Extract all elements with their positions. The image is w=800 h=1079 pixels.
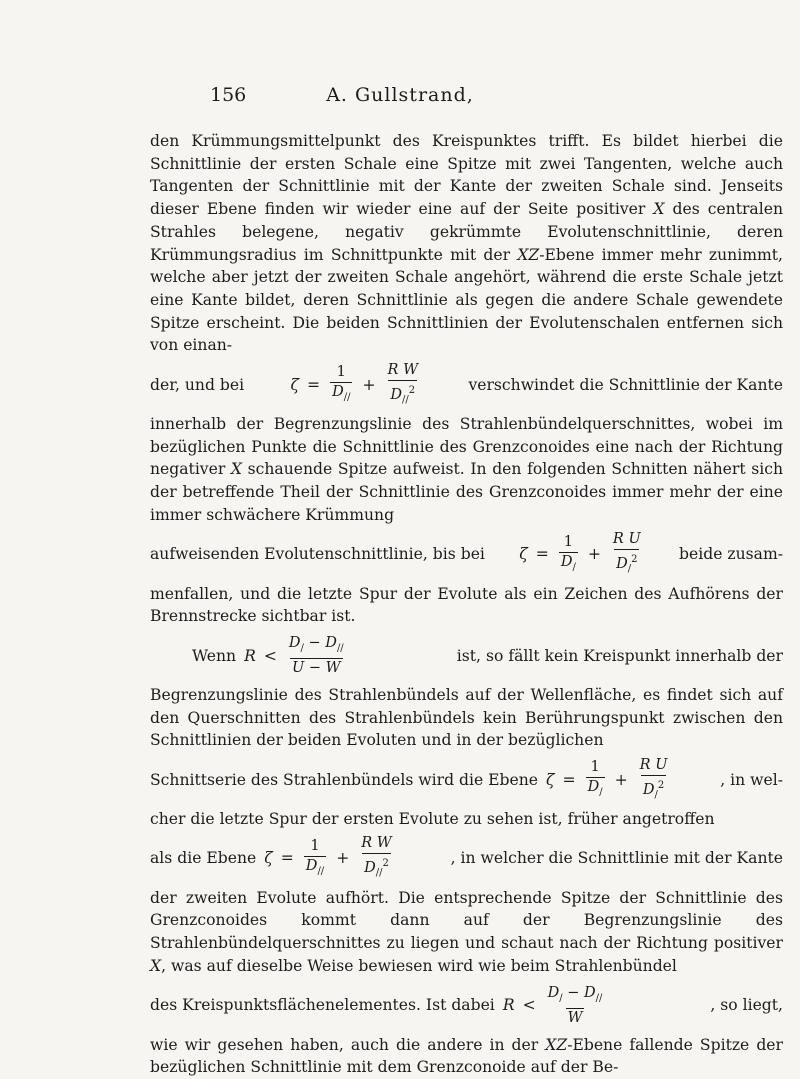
formula-r-less-w: R < $\frac{D_/ - D_{//}}{W}$	[502, 984, 603, 1026]
math-line-5: als die Ebene ζ = $\frac{1}{D_{//}}$ + $\frac{\text{R W}}{D_{//}^2}$ , in welcher die Schnittlinie mit der Kante	[150, 831, 783, 887]
paragraph-4: Begrenzungslinie des Strahlenbündels auf der Wellenfläche, es findet sich auf den Querschnitten des Strahlenbündels kein Berührungspunkt zwischen den Schnittlinien der beiden Evoluten und in der bezüglichen	[150, 685, 783, 750]
formula-zeta-w-2: ζ = $\frac{1}{D_{//}}$ + $\frac{\text{R W}}{D_{//}^2}$	[264, 834, 395, 883]
paragraph-5: cher die letzte Spur der ersten Evolute zu sehen ist, früher angetroffen	[150, 810, 715, 829]
formula-zeta-u-2: ζ = $\frac{1}{D_/}$ + $\frac{\text{R U}}{D_/^2}$	[546, 756, 671, 805]
paragraph-6: der zweiten Evolute aufhört. Die entsprechende Spitze der Schnittlinie des Grenzconoides kommt dann auf der Begrenzungslinie des Strahlenbündelquerschnittes zu liegen und schaut nach der Richtung positiver X, was auf dieselbe Weise bewiesen wird wie beim Strahlenbündel	[150, 888, 783, 975]
formula-r-less-u-w: R < $\frac{D_/ - D_{//}}{U - W}$	[244, 635, 344, 676]
math-line-4: Schnittserie des Strahlenbündels wird die Ebene ζ = $\frac{1}{D_/}$ + $\frac{\text{R U}}{D_/^2}$ , in wel-	[150, 752, 783, 808]
paragraph-1: den Krümmungsmittelpunkt des Kreispunktes trifft. Es bildet hierbei die Schnittlinie der ersten Schale eine Spitze mit zwei Tangenten, welche auch Tangenten der Schnittlinie mit der Kante der zweiten Schale sind. Jenseits dieser Ebene finden wir wieder eine auf der Seite positiver X des centralen Strahles belegene, negativ gekrümmte Evolutenschnittlinie, deren Krümmungsradius im Schnittpunkte mit der XZ-Ebene immer mehr zunimmt, welche aber jetzt der zweiten Schale angehört, während die erste Schale jetzt eine Kante bildet, deren Schnittlinie als gegen die andere Schale gewendete Spitze erscheint. Die beiden Schnittlinien der Evolutenschalen entfernen sich von einan-	[150, 132, 783, 355]
running-head: A. Gullstrand,	[326, 84, 474, 106]
formula-zeta-u: ζ = $\frac{1}{D_/}$ + $\frac{\text{R U}}{D_/^2}$	[519, 530, 644, 579]
paragraph-7: wie wir gesehen haben, auch die andere in der XZ-Ebene fallende Spitze der bezüglichen Schnittlinie mit dem Grenzconoide auf der Be-	[150, 1035, 783, 1077]
math-line-1: der, und bei ζ = $\frac{1}{D_{//}}$ + $\frac{\text{R W}}{D_{//}^2}$ verschwindet die Schnittlinie der Kante	[150, 357, 783, 413]
page-number: 156	[210, 84, 247, 106]
math-line-3: Wenn R < $\frac{D_/ - D_{//}}{U - W}$ ist, so fällt kein Kreispunkt innerhalb der	[192, 635, 783, 676]
math-line-6: des Kreispunktsflächenelementes. Ist dabei R < $\frac{D_/ - D_{//}}{W}$ , so liegt,	[150, 984, 783, 1026]
body-text	[150, 130, 783, 1079]
paragraph-3: menfallen, und die letzte Spur der Evolute als ein Zeichen des Aufhörens der Brennstrecke sichtbar ist.	[150, 584, 783, 626]
formula-zeta-w: ζ = $\frac{1}{D_{//}}$ + $\frac{\text{R W}}{D_{//}^2}$	[291, 361, 422, 410]
paragraph-2: innerhalb der Begrenzungslinie des Strahlenbündelquerschnittes, wobei im bezüglichen Punkte die Schnittlinie des Grenzconoides eine nach der Richtung negativer X schauende Spitze aufweist. In den folgenden Schnitten nähert sich der betreffende Theil der Schnittlinie des Grenzconoides immer mehr der eine immer schwächere Krümmung	[150, 415, 783, 524]
page-header	[150, 84, 650, 110]
math-line-2: aufweisenden Evolutenschnittlinie, bis bei ζ = $\frac{1}{D_/}$ + $\frac{\text{R U}}{D_/^2}$ beide zusam-	[150, 527, 783, 583]
